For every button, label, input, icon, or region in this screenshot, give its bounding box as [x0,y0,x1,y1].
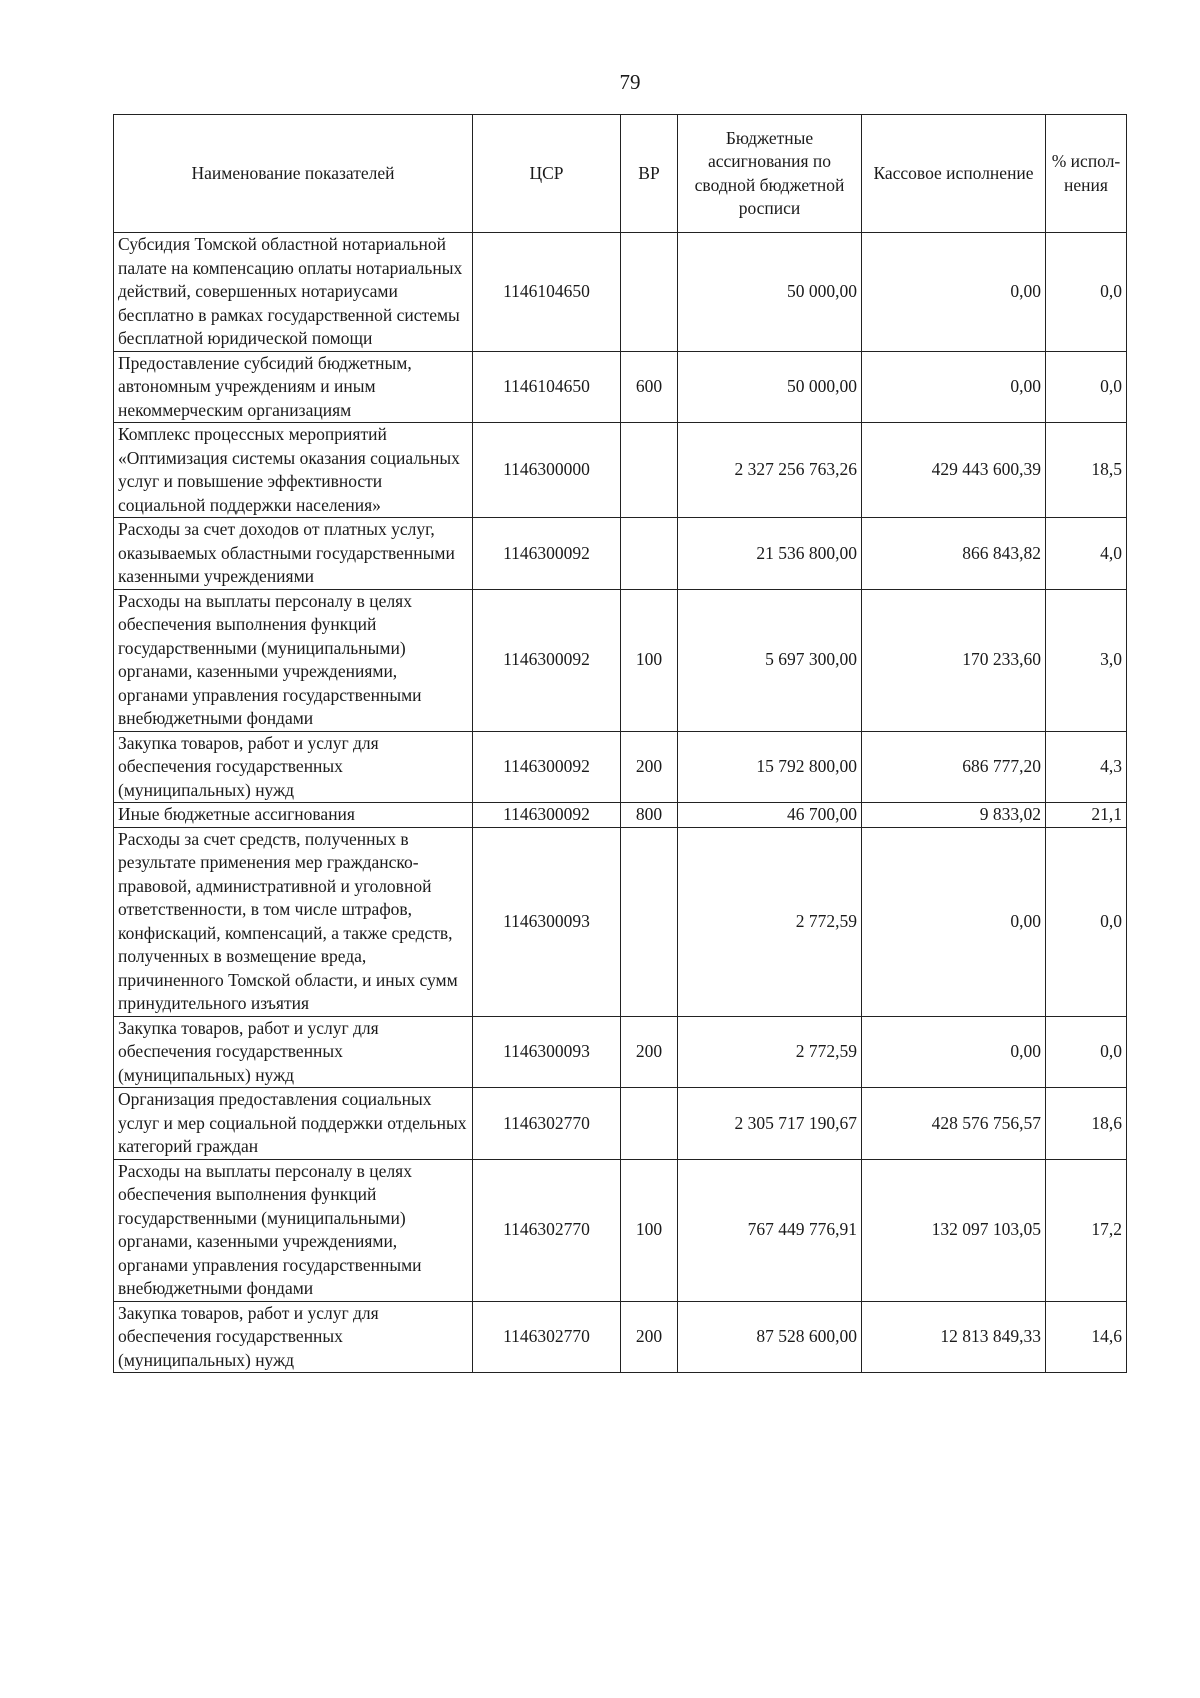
row-budget: 50 000,00 [678,351,862,423]
header-csr: ЦСР [473,115,621,233]
row-vr: 200 [621,1301,678,1373]
row-budget: 5 697 300,00 [678,589,862,731]
table-row [114,827,1127,1016]
row-name: Иные бюджетные ассигнования [114,803,473,828]
row-percent: 14,6 [1046,1301,1127,1373]
row-percent: 3,0 [1046,589,1127,731]
row-name: Закупка товаров, работ и услуг для обеспечения государственных (муниципальных) нужд [114,1301,473,1373]
row-cash: 0,00 [862,351,1046,423]
row-budget: 2 327 256 763,26 [678,423,862,518]
row-csr: 1146300093 [473,1016,621,1088]
row-cash: 686 777,20 [862,731,1046,803]
row-cash: 429 443 600,39 [862,423,1046,518]
table-row [114,803,1127,828]
row-percent: 0,0 [1046,351,1127,423]
row-cash: 866 843,82 [862,518,1046,590]
table-row [114,731,1127,803]
row-budget: 767 449 776,91 [678,1159,862,1301]
row-vr: 600 [621,351,678,423]
row-vr [621,827,678,1016]
row-percent: 0,0 [1046,233,1127,352]
row-csr: 1146300093 [473,827,621,1016]
row-budget: 2 772,59 [678,827,862,1016]
row-vr [621,233,678,352]
row-name: Расходы на выплаты персоналу в целях обеспечения выполнения функций государственными (муниципальными) органами, казенными учреждениями, органами управления государственными внебюджетными фондами [114,1159,473,1301]
row-csr: 1146104650 [473,233,621,352]
row-name: Субсидия Томской областной нотариальной палате на компенсацию оплаты нотариальных действий, совершенных нотариусами бесплатно в рамках государственной системы бесплатной юридической помощи [114,233,473,352]
row-vr [621,518,678,590]
row-csr: 1146104650 [473,351,621,423]
row-budget: 50 000,00 [678,233,862,352]
row-vr [621,423,678,518]
row-budget: 87 528 600,00 [678,1301,862,1373]
row-vr: 800 [621,803,678,828]
row-name: Закупка товаров, работ и услуг для обеспечения государственных (муниципальных) нужд [114,731,473,803]
budget-execution-table [113,114,1127,1373]
table-row [114,423,1127,518]
row-percent: 17,2 [1046,1159,1127,1301]
row-cash: 428 576 756,57 [862,1088,1046,1160]
row-name: Комплекс процессных мероприятий «Оптимизация системы оказания социальных услуг и повышение эффективности социальной поддержки населения» [114,423,473,518]
row-name: Расходы на выплаты персоналу в целях обеспечения выполнения функций государственными (муниципальными) органами, казенными учреждениями, органами управления государственными внебюджетными фондами [114,589,473,731]
row-budget: 46 700,00 [678,803,862,828]
row-budget: 21 536 800,00 [678,518,862,590]
header-percent: % испол-нения [1046,115,1127,233]
header-name: Наименование показателей [114,115,473,233]
row-csr: 1146302770 [473,1159,621,1301]
table-row [114,351,1127,423]
table-row [114,1016,1127,1088]
row-csr: 1146302770 [473,1088,621,1160]
table-row [114,518,1127,590]
row-cash: 0,00 [862,827,1046,1016]
page-number: 79 [619,70,641,94]
header-row [114,115,1127,233]
row-vr: 100 [621,1159,678,1301]
row-percent: 0,0 [1046,1016,1127,1088]
row-cash: 0,00 [862,233,1046,352]
row-cash: 12 813 849,33 [862,1301,1046,1373]
row-budget: 2 772,59 [678,1016,862,1088]
header-cash: Кассовое исполнение [862,115,1046,233]
row-percent: 4,0 [1046,518,1127,590]
row-budget: 15 792 800,00 [678,731,862,803]
row-vr: 100 [621,589,678,731]
row-name: Расходы за счет доходов от платных услуг, оказываемых областными государственными казенными учреждениями [114,518,473,590]
row-csr: 1146300092 [473,518,621,590]
table-row [114,1301,1127,1373]
header-vr: ВР [621,115,678,233]
row-cash: 132 097 103,05 [862,1159,1046,1301]
row-csr: 1146300092 [473,803,621,828]
row-vr [621,1088,678,1160]
table-row [114,1159,1127,1301]
row-cash: 0,00 [862,1016,1046,1088]
row-percent: 0,0 [1046,827,1127,1016]
row-percent: 18,6 [1046,1088,1127,1160]
row-percent: 4,3 [1046,731,1127,803]
row-csr: 1146300092 [473,589,621,731]
row-name: Предоставление субсидий бюджетным, автономным учреждениям и иным некоммерческим организациям [114,351,473,423]
row-budget: 2 305 717 190,67 [678,1088,862,1160]
row-csr: 1146300092 [473,731,621,803]
table-row [114,1088,1127,1160]
row-cash: 9 833,02 [862,803,1046,828]
row-name: Организация предоставления социальных услуг и мер социальной поддержки отдельных категорий граждан [114,1088,473,1160]
table-row [114,589,1127,731]
row-name: Закупка товаров, работ и услуг для обеспечения государственных (муниципальных) нужд [114,1016,473,1088]
header-budget: Бюджетные ассигнования по сводной бюджетной росписи [678,115,862,233]
row-name: Расходы за счет средств, полученных в результате применения мер гражданско-правовой, административной и уголовной ответственности, в том числе штрафов, конфискаций, компенсаций, а также средств, полученных в возмещение вреда, причиненного Томской области, и иных сумм принудительного изъятия [114,827,473,1016]
row-cash: 170 233,60 [862,589,1046,731]
row-percent: 18,5 [1046,423,1127,518]
row-percent: 21,1 [1046,803,1127,828]
row-csr: 1146302770 [473,1301,621,1373]
row-csr: 1146300000 [473,423,621,518]
table-row [114,233,1127,352]
row-vr: 200 [621,731,678,803]
row-vr: 200 [621,1016,678,1088]
